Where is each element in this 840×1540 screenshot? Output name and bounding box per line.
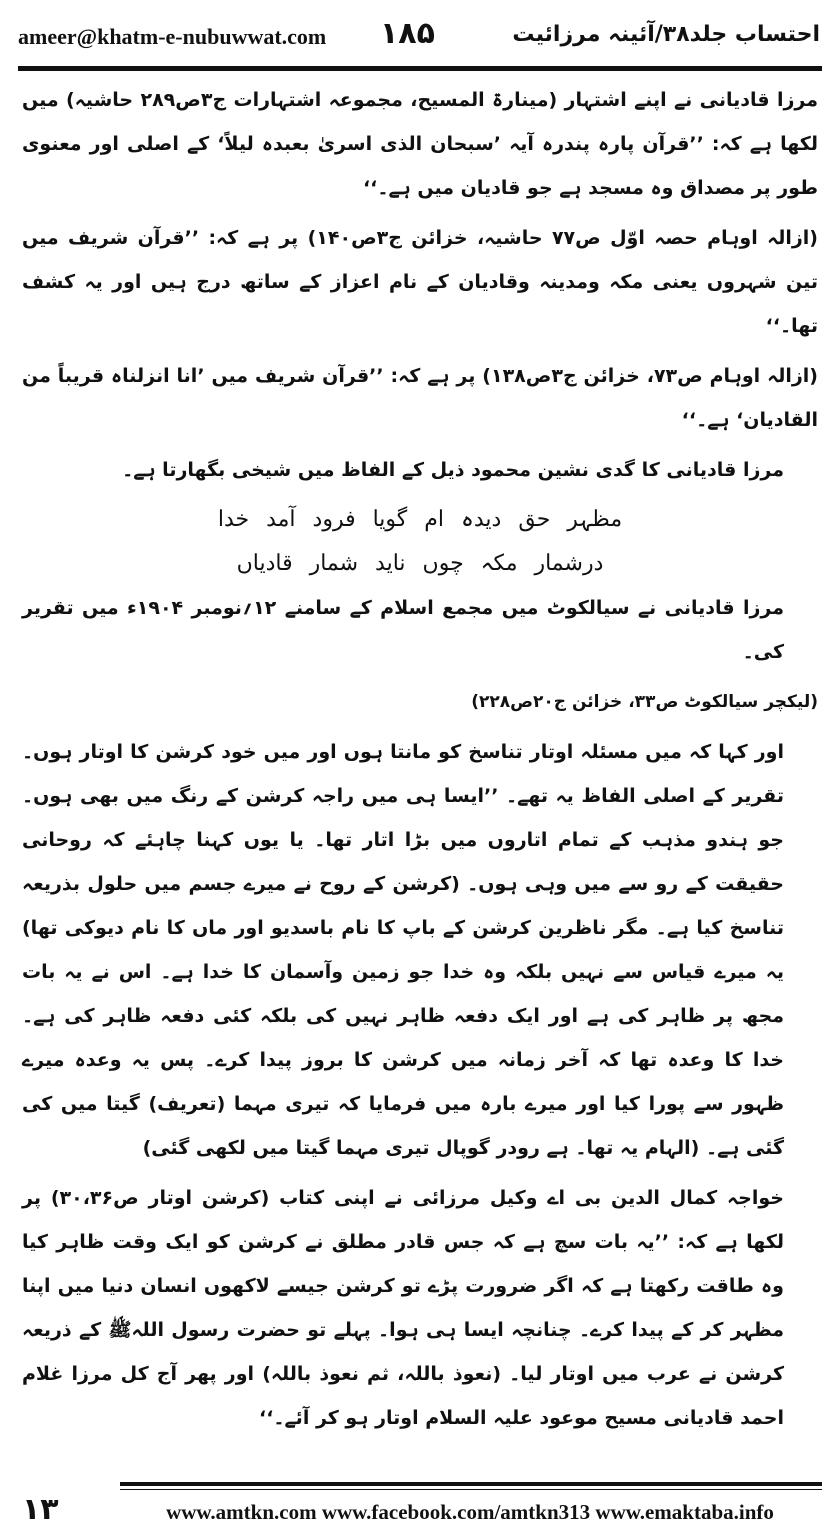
paragraph-gaddi-nashin: مرزا قادیانی کا گدی نشین محمود ذیل کے الفاظ میں شیخی بگھارتا ہے۔ (122, 459, 784, 481)
paragraph-mirza-ishtihar: مرزا قادیانی نے اپنے اشتہار (مینارۃ المسیح، مجموعہ اشتہارات ج۳ص۲۸۹ حاشیہ) میں لکھا ہے کہ: ’’قرآن پارہ پندرہ آیہ ’سبحان الذی اسریٰ بعبدہ لیلاً‘ کے اصلی اور معنوی طور پر مصداق وہ مسجد ہے جو قادیان میں ہے۔‘‘ (22, 89, 818, 199)
footer-rule-thin (120, 1489, 822, 1490)
reference-lecture-sialkot: (لیکچر سیالکوٹ ص۳۳، خزائن ج۲۰ص۲۲۸) (471, 692, 818, 712)
paragraph-khwaja-kamaluddin: خواجہ کمال الدین بی اے وکیل مرزائی نے اپنی کتاب (کرشن اوتار ص۳۰،۳۶) پر لکھا ہے کہ: ’’یہ بات سچ ہے کہ جس قادر مطلق نے کرشن کو ایک وقت ظاہر کیا وہ طاقت رکھتا ہے کہ اگر ضرورت پڑے تو کرشن جیسے لاکھوں انسان دنیا میں اپنا مظہر کر کے پیدا کرے۔ چنانچہ ایسا ہی ہوا۔ پہلے تو حضرت رسول اللہﷺ کے ذریعہ کرشن نے عرب میں اوتار لیا۔ (نعوذ باللہ، ثم نعوذ باللہ) اور پھر آج کل مرزا غلام احمد قادیانی مسیح موعود علیہ السلام اوتار ہو کر آئے۔‘‘ (22, 1187, 784, 1429)
book-title: احتساب جلد۳۸/آئینہ مرزائیت (512, 22, 820, 47)
paragraph-izala-auham-2: (ازالہ اوہام ص۷۳، خزائن ج۳ص۱۳۸) پر ہے کہ: ’’قرآن شریف میں ’انا انزلناہ قریباً من القادیان‘ ہے۔‘‘ (22, 365, 818, 431)
paragraph-krishan-avatar: اور کہا کہ میں مسئلہ اوتار تناسخ کو مانتا ہوں اور میں خود کرشن کا اوتار ہوں۔ تقریر کے اصلی الفاظ یہ تھے۔ ’’ایسا ہی میں راجہ کرشن کے رنگ میں بھی ہوں۔ جو ہندو مذہب کے تمام اتاروں میں بڑا اتار تھا۔ یا یوں کہنا چاہئے کہ روحانی حقیقت کے رو سے میں وہی ہوں۔ (کرشن کے روح نے میرے جسم میں حلول بذریعہ تناسخ کیا ہے۔ مگر ناظرین کرشن کے باپ کا نام باسدیو اور ماں کا نام دیوکی تھا) یہ میرے قیاس سے نہیں بلکہ وہ خدا جو زمین وآسمان کا خدا ہے۔ اس نے یہ بات مجھ پر ظاہر کی ہے اور ایک دفعہ ظاہر نہیں کی بلکہ کئی دفعہ ظاہر کی ہے۔ خدا کا وعدہ تھا کہ آخر زمانہ میں کرشن کا بروز پیدا کرے۔ پس یہ وعدہ میرے ظہور سے پورا کیا اور میرے بارہ میں فرمایا کہ تیری مہما (تعریف) گیتا میں کی گئی ہے۔ (الہام یہ تھا۔ ہے رودر گوپال تیری مہما گیتا میں لکھی گئی) (22, 741, 784, 1159)
page-header (12, 12, 828, 68)
paragraph-sialkot-speech: مرزا قادیانی نے سیالکوٹ میں مجمع اسلام کے سامنے ۱۲؍نومبر ۱۹۰۴ء میں تقریر کی۔ (22, 597, 784, 663)
footer-links: www.amtkn.com www.facebook.com/amtkn313 www.emaktaba.info (166, 1500, 774, 1524)
page-number: ۱۸۵ (380, 16, 435, 51)
page-body (22, 78, 818, 1446)
signature-number: ۱۳ (22, 1492, 59, 1527)
header-rule (18, 66, 822, 71)
footer-rule (120, 1482, 822, 1486)
paragraph-izala-auham-1: (ازالہ اوہام حصہ اوّل ص۷۷ حاشیہ، خزائن ج۳ص۱۴۰) پر ہے کہ: ’’قرآن شریف میں تین شہروں یعنی مکہ ومدینہ وقادیان کے نام اعزاز کے ساتھ درج ہیں اور یہ کشف تھا۔‘‘ (22, 227, 818, 337)
header-email: ameer@khatm-e-nubuwwat.com (18, 24, 327, 49)
persian-verse-2: درشمار مکہ چوں ناید شمار قادیاں (236, 551, 604, 576)
persian-verse-1: مظہر حق دیدہ ام گویا فرود آمد خدا (217, 507, 623, 532)
